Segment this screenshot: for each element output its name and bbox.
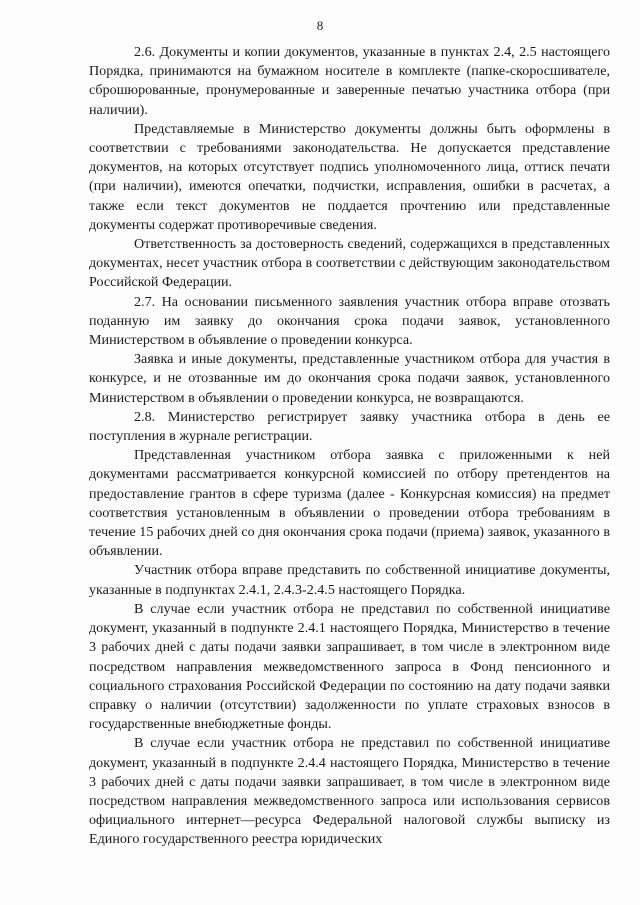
paragraph-responsibility: Ответственность за достоверность сведений, содержащихся в представленных документах, несет участник отбора в соответствии с действующим законодательством Российской Федерации. — [89, 236, 610, 291]
document-body — [89, 43, 610, 850]
paragraph-pension-fund-request: В случае если участник отбора не представил по собственной инициативе документ, указанный в подпункте 2.4.1 настоящего Порядка, Министерство в течение 3 рабочих дней с даты подачи заявки запрашивает, в том числе в электронном виде посредством направления межведомственного запроса в Фонд пенсионного и социального страхования Российской Федерации по состоянию на дату подачи заявки справку о наличии (отсутствии) задолженности по уплате страховых взносов в государственные внебюджетные фонды. — [89, 600, 610, 733]
paragraph-2-7: 2.7. На основании письменного заявления участник отбора вправе отозвать поданную им заявку до окончания срока подачи заявок, установленного Министерством в объявление о проведении конкурса. — [89, 293, 610, 349]
paragraph-own-initiative: Участник отбора вправе представить по собственной инициативе документы, указанные в подпунктах 2.4.1, 2.4.3-2.4.5 настоящего Порядка. — [89, 562, 610, 598]
page-number: 8 — [316, 18, 324, 33]
paragraph-tax-service-request: В случае если участник отбора не представил по собственной инициативе документ, указанный в подпункте 2.4.4 настоящего Порядка, Министерство в течение 3 рабочих дней с даты подачи заявки запрашивает, в том числе в электронном виде посредством направления межведомственного запроса или использования сервисов официального интернет—ресурса Федеральной налоговой службы выписку из Единого государственного реестра юридических — [89, 735, 610, 848]
paragraph-commission-review: Представленная участником отбора заявка с приложенными к ней документами рассматривается конкурсной комиссией по отбору претендентов на предоставление грантов в сфере туризма (далее - Конкурсная комиссия) на предмет соответствия установленным в объявлении о проведении отбора требованиям в течение 15 рабочих дней со дня окончания срока подачи (приема) заявок, указанного в объявлении. — [89, 447, 610, 560]
paragraph-not-returned: Заявка и иные документы, представленные участником отбора для участия в конкурсе, и не отозванные им до окончания срока подачи заявок, установленного Министерством в объявлении о проведении конкурса, не возвращаются. — [89, 351, 610, 406]
paragraph-document-requirements: Представляемые в Министерство документы должны быть оформлены в соответствии с требованиями законодательства. Не допускается представление документов, на которых отсутствует подпись уполномоченного лица, оттиск печати (при наличии), имеются опечатки, подчистки, исправления, ошибки в расчетах, а также если текст документов не поддается прочтению или представленные документы содержат противоречивые сведения. — [89, 120, 610, 233]
paragraph-2-6: 2.6. Документы и копии документов, указанные в пунктах 2.4, 2.5 настоящего Порядка, принимаются на бумажном носителе в комплекте (папке-скоросшивателе, сброшюрованные, пронумерованные и заверенные печатью участника отбора (при наличии). — [89, 44, 610, 118]
paragraph-2-8: 2.8. Министерство регистрирует заявку участника отбора в день ее поступления в журнале регистрации. — [89, 408, 610, 445]
